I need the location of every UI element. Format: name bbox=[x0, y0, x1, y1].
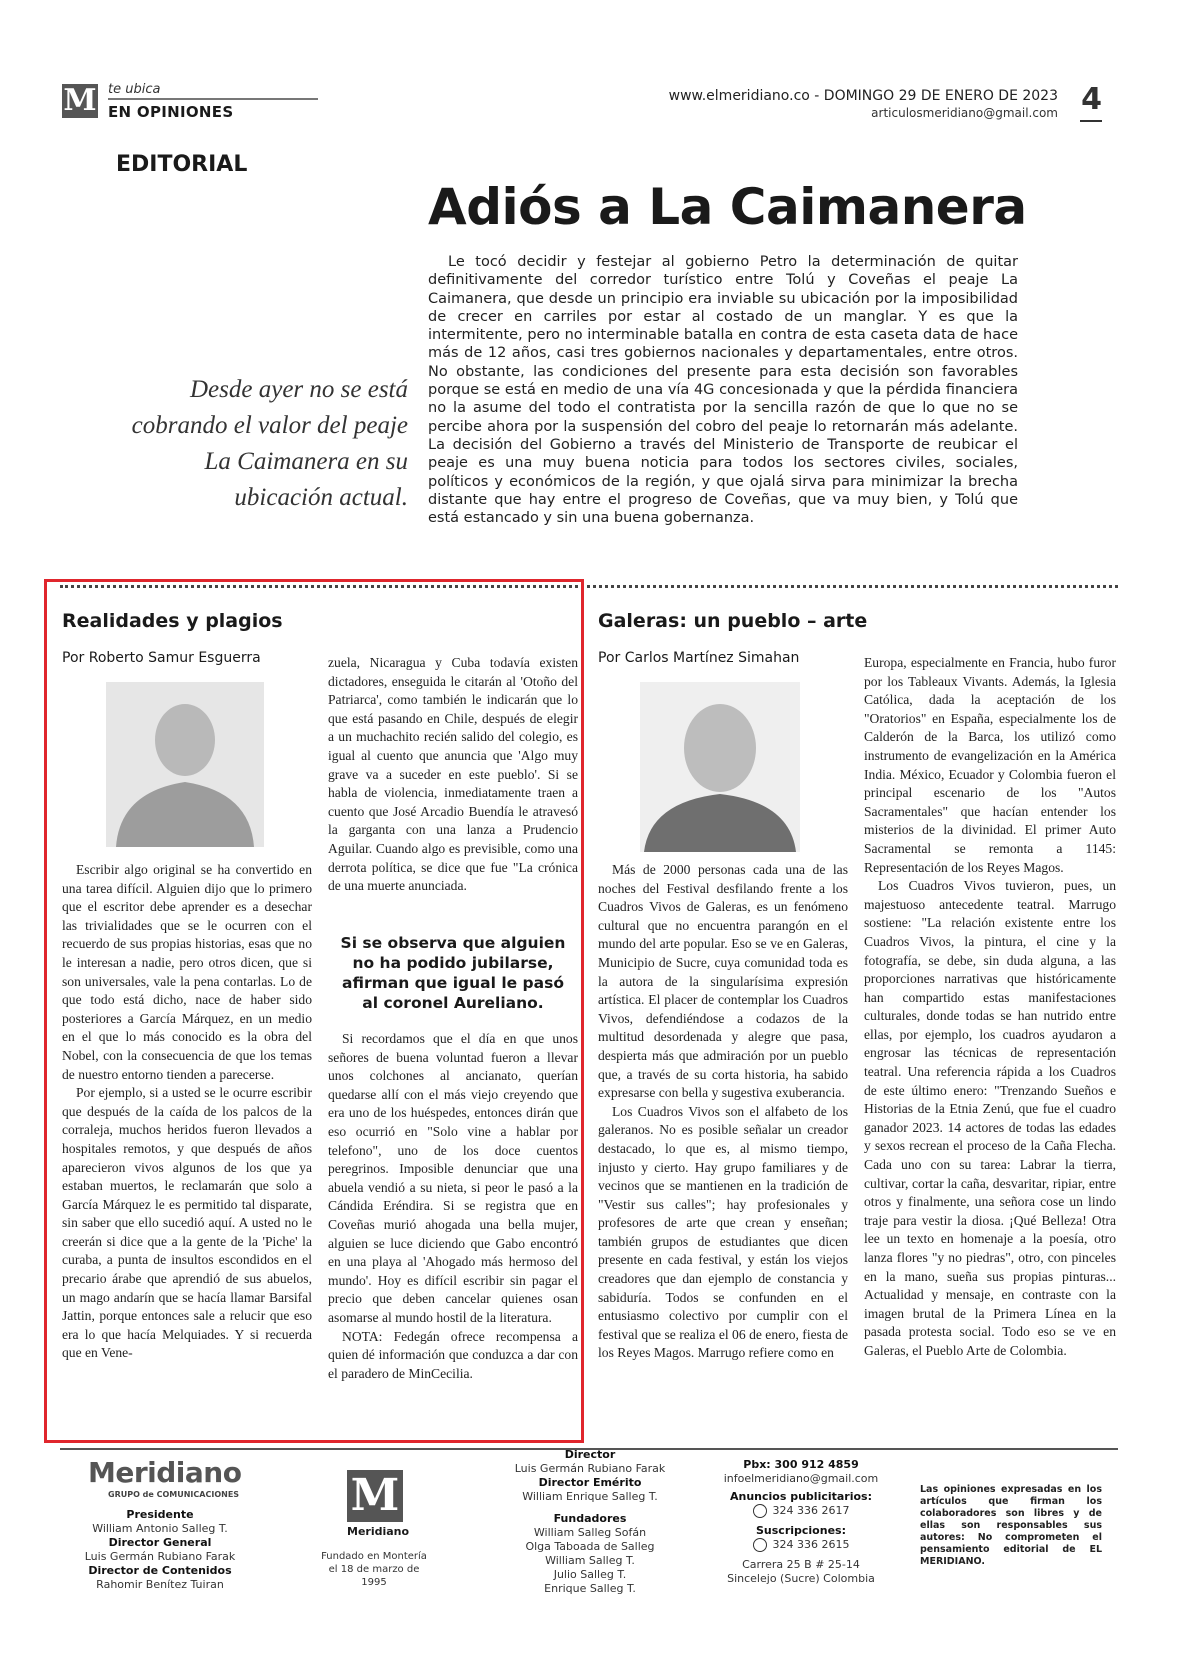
page-number-underline bbox=[1080, 120, 1102, 122]
page-number: 4 bbox=[1081, 82, 1102, 117]
director-emerito-label: Director Emérito bbox=[538, 1476, 642, 1489]
article-paragraph: Escribir algo original se ha convertido en una tarea difícil. Alguien dijo que lo primero que el escritor debe aprender es a desechar las trivialidades que se le ocurren con el recuerdo de sus propias historias, esas que no le interesan a nadie, pero otros dicen, que si son universales, vale la pena contarlas. Lo de que todo está dicho, nace de haber sido posteriores a García Márquez, en un medio en el que lo más conocido es la obra del Nobel, con la consecuencia de que los temas de nuestro entorno tienden a parecerse. bbox=[62, 862, 312, 1082]
suscripciones-phone[interactable]: 324 336 2615 bbox=[772, 1538, 850, 1551]
tagline-divider bbox=[108, 98, 318, 100]
fundadores-label: Fundadores bbox=[553, 1512, 627, 1525]
article-byline: Por Carlos Martínez Simahan bbox=[598, 650, 800, 666]
footer-founded: Fundado en Montería el 18 de marzo de 1995 bbox=[321, 1551, 427, 1588]
presidente-label: Presidente bbox=[126, 1508, 194, 1521]
author-photo bbox=[640, 682, 800, 852]
suscripciones-label: Suscripciones: bbox=[756, 1524, 846, 1537]
presidente: William Antonio Salleg T. bbox=[92, 1522, 228, 1535]
article-paragraph: zuela, Nicaragua y Cuba todavía existen dictadores, enseguida le citarán al 'Otoño del Patriarca', como también le indicarán que lo que está pasando en Chile, después de elegir a un muchachito recién salido del colegio, es igual al cuento que anuncia que 'Algo muy grave va a suceder en este pueblo'. Si se habla de violencia, inmediatamente traen a cuento que José Arcadio Buendía le atravesó la garganta con una lanza a Prudencio Aguilar. Cuando algo es previsible, como una derrota política, se dice que fue "La crónica de una muerte anunciada. bbox=[328, 655, 578, 894]
whatsapp-icon bbox=[753, 1538, 767, 1552]
director-contenidos: Rahomir Benítez Tuiran bbox=[96, 1578, 224, 1591]
article-byline: Por Roberto Samur Esguerra bbox=[62, 650, 261, 666]
director-contenidos-label: Director de Contenidos bbox=[88, 1564, 232, 1577]
anuncios-label: Anuncios publicitarios: bbox=[729, 1490, 873, 1503]
article-paragraph: Los Cuadros Vivos son el alfabeto de los galeranos. No es posible señalar un creador destacado, lo que es, al mismo tiempo, injusto y cierto. Hay grupo familiares y de vecinos que se mantienen en la tradición de "Vestir sus calles"; hay profesionales y profesores de arte que crean y enseñan; también grupos de estudiantes que dicen presente en cada festival, y están los viejos creadores que dan ejemplo de constancia y sabiduría. Todos se confunden en el entusiasmo colectivo por cumplir con el festival que se realiza el 06 de enero, fiesta de los Reyes Magos. Marrugo refiere como en bbox=[598, 1103, 848, 1361]
fundador: Enrique Salleg T. bbox=[544, 1582, 636, 1595]
author-photo-icon bbox=[640, 682, 800, 852]
tagline-big: EN OPINIONES bbox=[108, 103, 234, 121]
article-column bbox=[328, 1030, 578, 1383]
footer-directors bbox=[500, 1448, 680, 1596]
pbx: Pbx: 300 912 4859 bbox=[743, 1458, 859, 1471]
director-emerito: William Enrique Salleg T. bbox=[522, 1490, 658, 1503]
editorial-paragraph: Le tocó decidir y festejar al gobierno Petro la determinación de quitar definitivamente del corredor turístico entre Tolú y Coveñas el peaje La Caimanera, que desde un principio era inviable su ubicación por la imposibilidad de crecer en carriles por estar al costado de un manglar. Y es que la intermitente, pero no interminable batalla en contra de esta caseta data de hace más de 12 años, casi tres gobiernos nacionales y departamentales, entre otros. No obstante, las condiciones del presente para esta decisión son favorables porque se está en medio de una vía 4G concesionada y que la pérdida financiera no la asume del todo el contratista por la sencilla razón de que lo que no se percibe ahora por la suspensión del cobro del peaje lo retornarán más adelante. La decisión del Gobierno a través del Ministerio de Transporte de reubicar el peaje es una muy buena noticia para todos los sectores civiles, sociales, políticos y económicos de la región, y que ojalá sirva para minimizar la brecha distante que hay entre el progreso de Coveñas, que va muy bien, y Tolú que está estancado y sin una buena gobernanza. bbox=[428, 254, 1018, 527]
article-paragraph: Más de 2000 personas cada una de las noches del Festival desfilando frente a los Cuadros Vivos de Galeras, es un fenómeno cultural que no encuentra parangón en el mundo del arte popular. Eso se ve en Galeras, Municipio de Sucre, cuya comunidad toda es la autora de la singularísima expresión artística. El placer de contemplar los Cuadros Vivos, defendiéndose a codazos de la multitud desordenada y alegre que pasa, despierta más que admiración por un pueblo que, a través de su corta historia, ha sabido expresarse con bella y sugestiva exuberancia. bbox=[598, 862, 848, 1101]
footer-brand-sub: GRUPO de COMUNICACIONES bbox=[108, 1490, 240, 1499]
article-paragraph: Los Cuadros Vivos tuvieron, pues, un majestuoso antecedente teatral. Marrugo sostiene: "La relación existente entre los Cuadros Vivos, la pintura, el cine y la fotografía, se debe, sin duda alguna, a las proporciones narrativas que históricamente han compartido estas manifestaciones culturales, donde todas se han nutrido entre ellas, por ejemplo, los cuadros ayudaron a engrosar las técnicas de representación teatral. Una referencia rápida a los Cuadros de este último enero: "Trenzando Sueños e Historias de la Etnia Zenú, que fue el cuadro ganador 2023. 14 actores de todas las edades y sexos recrean el proceso de la Caña Flecha. Cada uno con su tarea: Labrar la tierra, cultivar, cortar la caña, desvaritar, ripiar, entre otros y finalmente, una señora cose un lindo traje para vestir la diosa. ¡Qué Belleza! Otra lee un texto en homenaje a la poesía, otro lanza flores "y no piedras", otro, con pinceles en la mano, sueña sus propias pinturas... Actualidad y mensaje, en contraste con la imagen brutal de la Primera Línea en la pasada protesta social. Todo eso se ve en Galeras, el Pueblo Arte de Colombia. bbox=[864, 878, 1116, 1358]
article-paragraph: Europa, especialmente en Francia, hubo furor por los Tableaux Vivants. Además, la Iglesia Católica, dada la aceptación de los "Oratorios" en España, especialmente los de Calderón de la Barca, los utilizó como instrumento de evangelización en la América India. México, Ecuador y Colombia fueron el principal escenario de los "Autos Sacramentales" que hacían entender los misterios de la divinidad. El primer Auto Sacramental se remonta a 1145: Representación de los Reyes Magos. bbox=[864, 655, 1116, 875]
footer-disclaimer: Las opiniones expresadas en los artículos que firman los colaboradores son libres y de ellas son responsables sus autores: No comprometen el pensamiento editorial de EL MERIDIANO. bbox=[920, 1484, 1102, 1567]
whatsapp-icon bbox=[753, 1504, 767, 1518]
footer-brand: Meridiano bbox=[88, 1456, 242, 1489]
info-email[interactable]: infoelmeridiano@gmail.com bbox=[723, 1472, 879, 1485]
article-paragraph: Si recordamos que el día en que unos señores de buena voluntad fueron a llevar unos colchones al ancianato, querían quedarse allí con el más viejo creyendo que era uno de los huéspedes, entonces dirán que eso ocurrió en "Solo vine a hablar por telefono", uno de los doce cuentos peregrinos. Imposible denunciar que una abuela vendió a su nieta, si peor le pasó a la Cándida Eréndira. Si se registra que en Coveñas murió ahogada una bella mujer, alguien se luce diciendo que Gabo encontró en una playa al 'Ahogado más hermoso del mundo'. Hoy es difícil escribir sin pagar el precio que deben cancelar quienes osan asomarse al mundo hostil de la literatura. bbox=[328, 1031, 578, 1325]
editorial-title: Adiós a La Caimanera bbox=[428, 178, 1027, 236]
footer-contact bbox=[716, 1458, 886, 1586]
article-title: Realidades y plagios bbox=[62, 610, 283, 632]
article-callout: Si se observa que alguien no ha podido jubilarse, afirman que igual le pasó al coronel Aureliano. bbox=[340, 934, 566, 1012]
footer-staff bbox=[60, 1508, 260, 1592]
tagline-small: te ubica bbox=[108, 82, 161, 97]
author-photo-icon bbox=[106, 682, 264, 847]
address: Carrera 25 B # 25-14 bbox=[742, 1558, 860, 1571]
article-column bbox=[598, 861, 848, 1363]
pull-quote: Desde ayer no se está cobrando el valor del peaje La Caimanera en su ubicación actual. bbox=[131, 376, 408, 511]
director-general-label: Director General bbox=[108, 1536, 212, 1549]
header-date: www.elmeridiano.co - DOMINGO 29 DE ENERO DE 2023 bbox=[668, 88, 1058, 104]
article-column bbox=[62, 861, 312, 1363]
article-title: Galeras: un pueblo – arte bbox=[598, 610, 868, 632]
author-photo bbox=[106, 682, 264, 847]
anuncios-phone[interactable]: 324 336 2617 bbox=[772, 1504, 850, 1517]
article-column bbox=[864, 654, 1116, 1361]
header-email: articulosmeridiano@gmail.com bbox=[871, 106, 1058, 120]
fundador: Olga Taboada de Salleg bbox=[525, 1540, 655, 1553]
article-paragraph: NOTA: Fedegán ofrece recompensa a quien dé información que conduzca a dar con el paradero de MinCecilia. bbox=[328, 1328, 578, 1381]
section-label: EDITORIAL bbox=[116, 152, 248, 177]
fundador: William Salleg Sofán bbox=[533, 1526, 647, 1539]
article-column bbox=[328, 654, 578, 896]
fundador: William Salleg T. bbox=[545, 1554, 635, 1567]
footer-logo-icon: M bbox=[347, 1470, 403, 1522]
director: Luis Germán Rubiano Farak bbox=[514, 1462, 666, 1475]
footer-logo-name: Meridiano bbox=[347, 1525, 410, 1538]
article-paragraph: Por ejemplo, si a usted se le ocurre escribir que después de la caída de los palcos de la corraleja, muchos heridos fueron llevados a hospitales remotos, y que después de años aparecieron vivos algunos de los que ya estaban muertos, le reclamarán que solo a García Márquez le es permitido tal disparate, sin saber que ello sucedió aquí. A usted no le creerán si dice que a la gente de la 'Piche' la curaba, a punta de insultos escondidos en el precario árabe que aprendió de sus abuelos, un mago andarín que se hacía llamar Barsifal Jattin, porque entonces sale a relucir que eso era lo que hacía Melquiades. Y si recuerda que en Vene- bbox=[62, 1085, 312, 1361]
logo-icon: M bbox=[63, 83, 97, 118]
city: Sincelejo (Sucre) Colombia bbox=[727, 1572, 875, 1585]
director-general: Luis Germán Rubiano Farak bbox=[84, 1550, 236, 1563]
editorial-body bbox=[428, 253, 1018, 527]
anuncios-row bbox=[716, 1504, 886, 1518]
fundador: Julio Salleg T. bbox=[553, 1568, 627, 1581]
suscripciones-row bbox=[716, 1538, 886, 1552]
director-label: Director bbox=[564, 1448, 616, 1461]
